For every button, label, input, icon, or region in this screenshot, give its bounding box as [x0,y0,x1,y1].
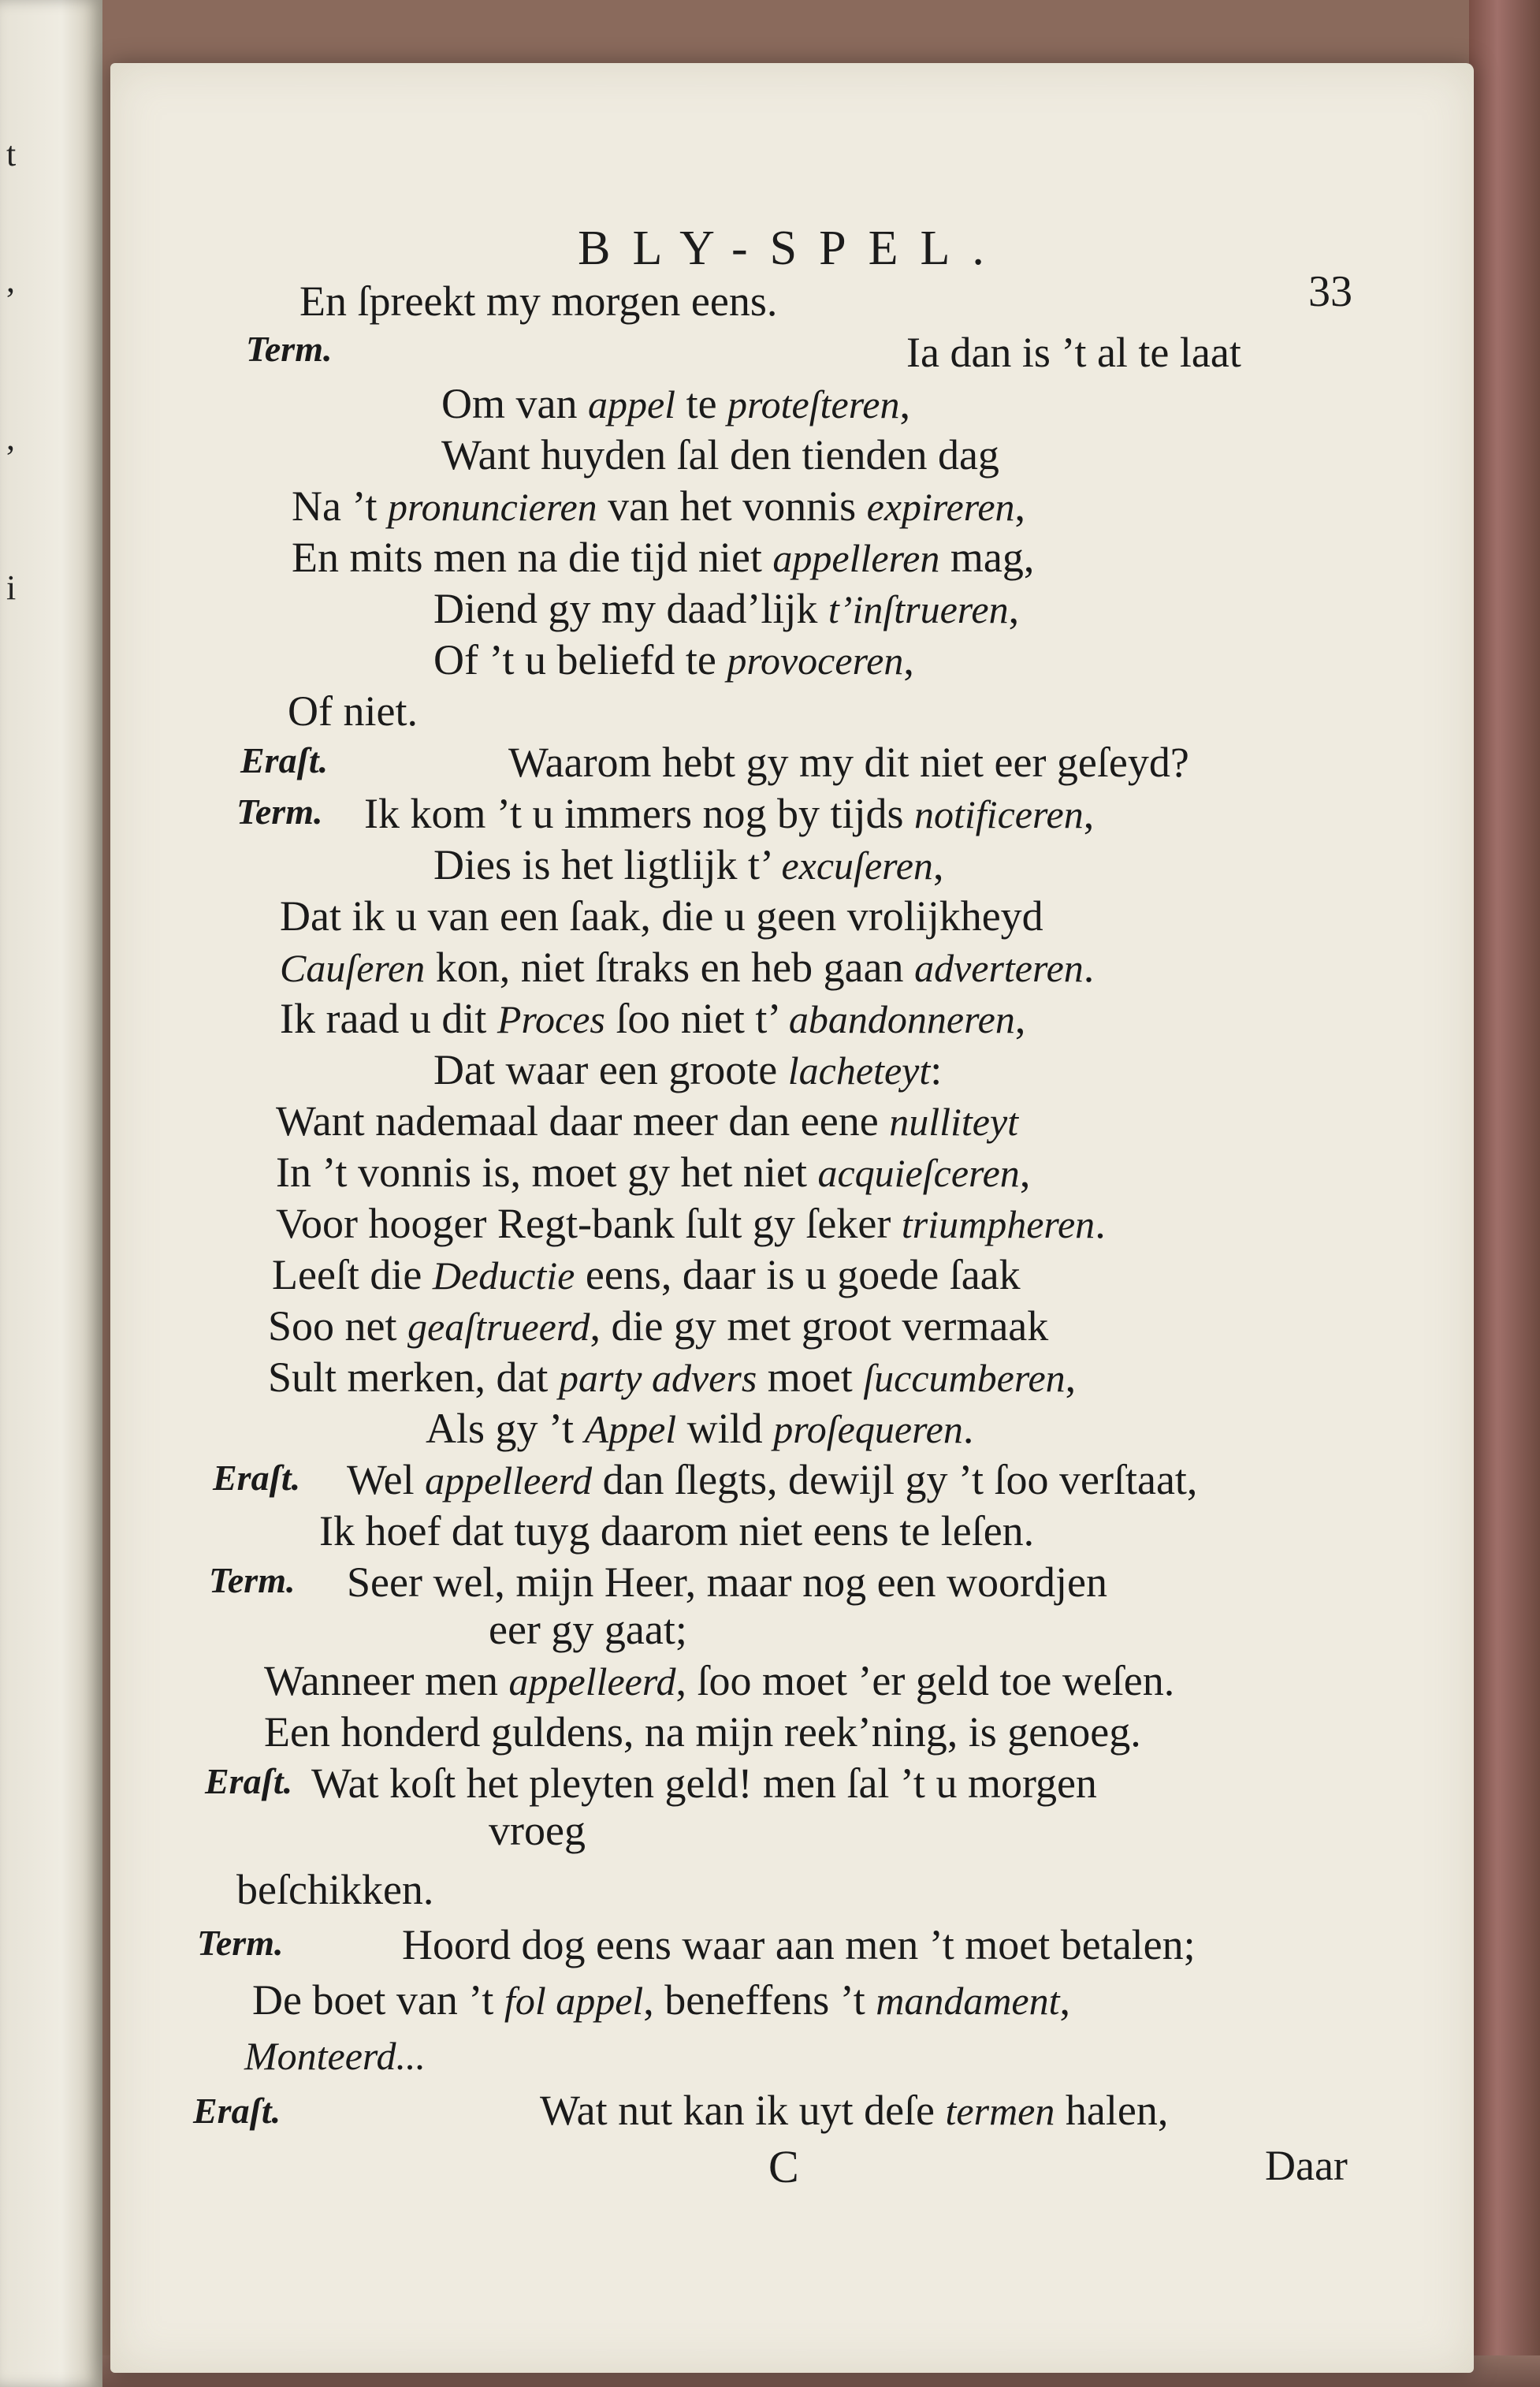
text-line [433,1048,942,1091]
text-line [540,2089,1168,2132]
text-segment: Leeſt die [272,1251,433,1298]
text-line [426,1407,973,1450]
text-line [264,1708,1141,1756]
text-line [347,1558,1107,1606]
text-segment: , die gy met groot vermaak [590,1302,1049,1350]
text-line [441,382,910,425]
italic-word: mandament [876,1979,1060,2023]
text-segment: Soo net [268,1302,408,1350]
text-segment: eer gy gaat; [489,1606,687,1653]
text-segment: dan ſlegts, dewijl gy ’t ſoo verſtaat, [592,1456,1198,1503]
text-line [236,1868,433,1911]
text-line [906,331,1241,374]
speaker-label: Term. [236,791,323,832]
text-line [280,892,1043,940]
text-segment: beſchikken. [236,1866,434,1913]
text-segment: van het vonnis [597,482,867,530]
text-segment: Want huyden ſal den tienden dag [441,431,999,479]
italic-word: ſuccumberen [863,1356,1066,1400]
speaker-label: Eraſt. [213,1458,301,1498]
italic-word: acquieſceren [817,1151,1020,1195]
italic-word: abandonneren [788,997,1015,1041]
text-segment: , [1059,1976,1071,2024]
text-line [292,482,1026,530]
italic-word: Deductie [432,1253,575,1298]
text-segment: Ik raad u dit [280,995,497,1042]
text-segment: wild [676,1405,774,1452]
text-segment: Dat ik u van een ſaak, die u geen vrolijkheyd [280,892,1043,940]
text-segment: , [1083,790,1095,837]
text-segment: Wanneer men [264,1657,509,1704]
text-line [433,587,1019,630]
text-segment: , [1014,995,1026,1042]
italic-word: provoceren [727,639,904,683]
italic-word: termen [945,2089,1055,2133]
text-segment: Dat waar een groote [433,1046,788,1093]
text-segment: , [932,841,944,888]
text-segment: , beneffens ’t [643,1976,876,2024]
text-segment: Als gy ’t [426,1405,585,1452]
text-line [252,1976,1071,2024]
text-segment: , [1014,482,1026,530]
text-segment: . [1095,1200,1106,1247]
text-segment: Wat koſt het pleyten geld! men ſal ’t u morgen [311,1760,1097,1807]
running-head: BLY-SPEL. [578,222,1006,275]
text-segment: ſoo niet t’ [604,995,789,1042]
text-segment: Want nademaal daar meer dan eene [276,1097,890,1145]
left-page-mark: t [6,135,17,173]
text-line [311,1760,1097,1807]
italic-word: appel [587,382,676,426]
text-segment: , [1065,1354,1077,1401]
text-line [299,277,778,325]
italic-word: nulliteyt [889,1100,1019,1144]
text-line [276,1202,1106,1245]
text-line [364,792,1094,835]
text-line [347,1458,1197,1501]
speaker-label: Term. [197,1923,284,1963]
text-segment: Ik hoef dat tuyg daarom niet eens te leſen. [319,1507,1035,1555]
speaker-label: Term. [246,329,333,369]
book-page [110,63,1474,2373]
text-segment: . [962,1405,974,1452]
text-line [244,2034,426,2076]
italic-word: t’inſtrueren [828,587,1009,631]
text-segment: , [1008,585,1020,632]
text-segment: , [1019,1149,1031,1196]
text-segment: moet [757,1354,864,1401]
italic-word: appelleerd [425,1458,593,1503]
text-line [489,1608,687,1651]
page-number: 33 [1308,267,1352,316]
text-segment: Hoord dog eens waar aan men ’t moet betalen; [402,1921,1196,1968]
italic-word: appelleren [772,536,940,580]
text-segment: mag, [939,534,1035,581]
text-segment: En mits men na die tijd niet [292,534,773,581]
text-segment: Wat nut kan ik uyt deſe [540,2087,946,2134]
italic-word: lacheteyt [787,1048,931,1093]
text-segment: eens, daar is u goede ſaak [575,1251,1021,1298]
speaker-label: Eraſt. [205,1761,293,1801]
text-segment: Om van [441,380,588,427]
text-line [433,843,943,886]
catchword: Daar [1265,2142,1348,2189]
italic-word: Monteerd... [244,2034,426,2078]
text-segment: Ia dan is ’t al te laat [906,329,1241,376]
text-segment: En ſpreekt my morgen eens. [299,277,778,325]
text-line [441,431,999,479]
text-line [292,536,1034,579]
text-segment: vroeg [489,1807,586,1854]
left-page-edge [0,0,102,2387]
text-segment: Ik kom ’t u immers nog by tijds [364,790,914,837]
text-segment: Seer wel, mijn Heer, maar nog een woordjen [347,1558,1107,1606]
text-segment: Voor hooger Regt-bank ſult gy ſeker [276,1200,902,1247]
speaker-label: Eraſt. [240,740,329,780]
text-segment: , ſoo moet ’er geld toe weſen. [675,1657,1175,1704]
text-segment: De boet van ’t [252,1976,504,2024]
text-line [288,687,418,735]
text-segment: : [930,1046,943,1093]
text-line [276,1151,1030,1194]
text-segment: kon, niet ſtraks en heb gaan [425,944,915,991]
italic-word: Appel [584,1407,677,1451]
italic-word: geaſtrueerd [407,1305,590,1349]
text-line [489,1809,586,1852]
text-line [319,1507,1035,1555]
italic-word: Cauſeren [280,946,426,990]
text-line [433,636,914,683]
italic-word: fol appel [504,1979,644,2023]
left-page-mark: i [6,568,17,607]
italic-word: proſequeren [773,1407,963,1451]
text-segment: Waarom hebt gy my dit niet eer geſeyd? [508,739,1189,786]
signature-mark: C [768,2141,799,2192]
text-line [268,1354,1077,1401]
text-line [264,1659,1174,1702]
italic-word: party advers [558,1356,757,1400]
text-segment: Wel [347,1456,426,1503]
italic-word: notificeren [914,792,1084,836]
text-segment: , [899,380,911,427]
text-segment: , [903,636,914,683]
text-line [280,946,1094,989]
italic-word: Proces [497,997,605,1041]
text-line [280,997,1025,1040]
text-line [268,1302,1049,1350]
text-segment: Of niet. [288,687,418,735]
text-segment: Sult merken, dat [268,1354,559,1401]
text-segment: Een honderd guldens, na mijn reek’ning, is genoeg. [264,1708,1141,1756]
text-segment: halen, [1055,2087,1169,2134]
italic-word: expireren [866,485,1015,529]
italic-word: triumpheren [901,1202,1095,1246]
italic-word: proteſteren [727,382,900,426]
text-line [402,1923,1196,1966]
text-segment: Dies is het ligtlijk t’ [433,841,782,888]
italic-word: appelleerd [508,1659,676,1704]
text-segment: Diend gy my daad’lijk [433,585,828,632]
text-segment: . [1083,944,1095,991]
speaker-label: Eraſt. [193,2091,281,2131]
text-segment: In ’t vonnis is, moet gy het niet [276,1149,818,1196]
text-line [272,1253,1021,1296]
left-page-mark: , [6,419,15,457]
text-segment: te [675,380,728,427]
italic-word: excuſeren [781,843,933,888]
italic-word: adverteren [914,946,1084,990]
text-line [508,741,1189,784]
italic-word: pronuncieren [387,485,597,529]
text-segment: Na ’t [292,482,388,530]
text-segment: Of ’t u beliefd te [433,636,727,683]
speaker-label: Term. [209,1560,296,1600]
book-cover-edge [1469,0,1540,2387]
left-page-mark: , [6,261,15,300]
text-line [276,1097,1019,1145]
